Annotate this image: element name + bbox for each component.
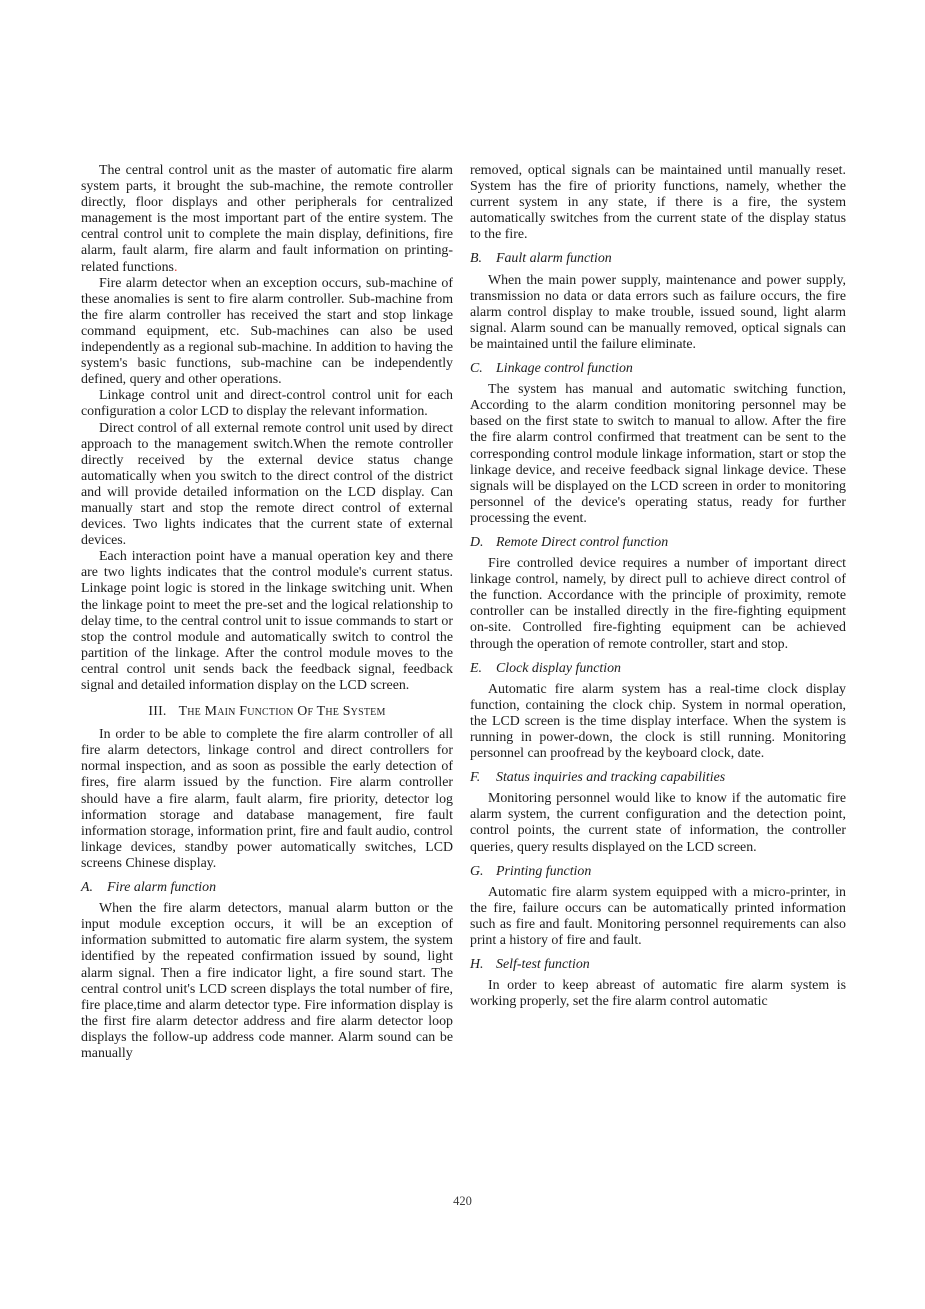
subsection-label: D. — [470, 534, 484, 550]
page-number: 420 — [453, 1194, 472, 1208]
paragraph-clock-display-function: Automatic fire alarm system has a real-time clock display function, containing the clock chip. System in normal operation, the LCD screen is the time display interface. When the system is running in power-down, the clock is still running. Monitoring personnel can proofread by the keyboard clock, date. — [470, 681, 846, 762]
subsection-label: C. — [470, 361, 483, 377]
subsection-title: Printing function — [496, 863, 592, 879]
paragraph-central-control-unit — [81, 163, 453, 276]
subsection-title: Linkage control function — [496, 361, 633, 377]
subsection-heading-f — [470, 770, 846, 786]
subsection-label: F. — [470, 770, 481, 786]
section-heading-main-function — [81, 704, 453, 720]
subsection-label: H. — [470, 957, 484, 973]
red-period: . — [173, 259, 178, 275]
paragraph-fire-alarm-function: When the fire alarm detectors, manual alarm button or the input module exception occurs, it will be an exception of information submitted to automatic fire alarm system, the system identified by the repeated confirmation issued by sound, light alarm signal. Then a fire indicator light, a fire sound start. The central control unit's LCD screen displays the total number of fire, fire place,time and alarm detector type. Fire information display is the first fire alarm detector address and fire alarm detector loop displays the follow-up address code manner. Alarm sound can be manually — [81, 901, 453, 1061]
paragraph-linkage-control-unit: Linkage control unit and direct-control control unit for each configuration a color LCD to display the relevant information. — [81, 388, 453, 420]
right-column — [470, 163, 846, 1062]
paragraph-section-intro: In order to be able to complete the fire alarm controller of all fire alarm detectors, linkage control and direct controllers for normal inspection, and as soon as possible the early detection of fires, fire alarm issued by the function. Fire alarm controller should have a fire alarm, fault alarm, fire priority, detector log information storage and database management, fire fault information storage, information print, fire and fault audio, control linkage devices, standby power automatically switches, LCD screens Chinese display. — [81, 727, 453, 871]
paragraph-continuation: removed, optical signals can be maintained until manually reset. System has the fire of priority functions, namely, whether the current system in any state, if there is a fire, the system automatically switches from the current state of the display status to the fire. — [470, 163, 846, 243]
two-column-layout — [81, 163, 846, 1062]
paragraph-self-test-function: In order to keep abreast of automatic fire alarm system is working properly, set the fire alarm control automatic — [470, 978, 846, 1010]
subsection-label: E. — [470, 660, 482, 676]
subsection-title: Clock display function — [496, 660, 621, 676]
paragraph-status-inquiries: Monitoring personnel would like to know if the automatic fire alarm system, the current configuration and the detection point, control points, the current state of information, the controller queries, query results displayed on the LCD screen. — [470, 791, 846, 855]
subsection-title: Self-test function — [496, 957, 590, 973]
paragraph-printing-function: Automatic fire alarm system equipped with a micro-printer, in the fire, failure occurs can be automatically printed information such as fire and fault. Monitoring personnel requirements can also print a history of fire and fault. — [470, 884, 846, 949]
subsection-title: Fire alarm function — [107, 880, 217, 896]
subsection-label: G. — [470, 863, 484, 879]
subsection-heading-e — [470, 661, 846, 677]
section-numeral: III. — [148, 704, 167, 720]
paragraph-text: The central control unit as the master of automatic fire alarm system parts, it brought the sub-machine, the remote controller directly, floor displays and other peripherals for centralized management is the most important part of the entire system. The central control unit to complete the main display, definitions, fire alarm, fault alarm, fire alarm and fault information on printing-related functions — [81, 163, 453, 275]
subsection-heading-c — [470, 361, 846, 377]
subsection-title: Fault alarm function — [496, 251, 612, 267]
section-title: The Main Function Of The System — [178, 704, 386, 720]
paragraph-linkage-control-function: The system has manual and automatic switching function, According to the alarm condition monitoring personnel may be based on the first state to switch to manual to allow. After the fire the fire alarm control confirmed that treatment can be sent to the corresponding control module linkage information, start or stop the linkage device, and receive feedback signal linkage device. These signals will be displayed on the LCD screen in order to monitoring personnel of the device's operating status, ready for further processing the event. — [470, 382, 846, 526]
paragraph-remote-direct-control-function: Fire controlled device requires a number of important direct linkage control, namely, by direct pull to achieve direct control of the function. Accordance with the principle of proximity, remote controller can be installed directly in the fire-fighting equipment on-site. Controlled fire-fighting equipment can be achieved through the operation of remote controller, start and stop. — [470, 556, 846, 652]
left-column — [81, 163, 453, 1062]
paragraph-interaction-point: Each interaction point have a manual operation key and there are two lights indicates that the control module's current status. Linkage point logic is stored in the linkage switching unit. When the linkage point to meet the pre-set and the logical relationship to delay time, to the central control unit to issue commands to start or stop the control module and automatically switch to control the partition of the linkage. After the control module moves to the central control unit sends back the feedback signal, feedback signal and detailed information display on the LCD screen. — [81, 549, 453, 693]
subsection-heading-b — [470, 251, 846, 267]
paragraph-direct-control: Direct control of all external remote control unit used by direct approach to the management switch.When the remote controller directly received by the external device status change automatically when you switch to the direct control of the district and will provide detailed information on the LCD display. Can manually start and stop the remote direct control of external devices. Two lights indicates that the current state of external devices. — [81, 420, 453, 549]
subsection-heading-g — [470, 864, 846, 880]
paragraph-fault-alarm-function: When the main power supply, maintenance and power supply, transmission no data or data errors such as failure occurs, the fire alarm control display to make trouble, issued sound, light alarm signal. Alarm sound can be manually removed, optical signals can be maintained until the failure eliminate. — [470, 272, 846, 352]
subsection-heading-a — [81, 880, 453, 896]
subsection-heading-h — [470, 957, 846, 973]
subsection-heading-d — [470, 535, 846, 551]
subsection-title: Status inquiries and tracking capabilities — [496, 770, 726, 786]
subsection-label: B. — [470, 251, 482, 267]
subsection-label: A. — [81, 880, 93, 896]
paragraph-fire-alarm-detector: Fire alarm detector when an exception occurs, sub-machine of these anomalies is sent to fire alarm controller. Sub-machine from the fire alarm controller has received the start and stop linkage command equipment, etc. Sub-machines can also be used independently as a regional sub-machine. In addition to having the system's basic functions, sub-machine can be independently defined, query and other operations. — [81, 275, 453, 388]
subsection-title: Remote Direct control function — [496, 534, 669, 550]
